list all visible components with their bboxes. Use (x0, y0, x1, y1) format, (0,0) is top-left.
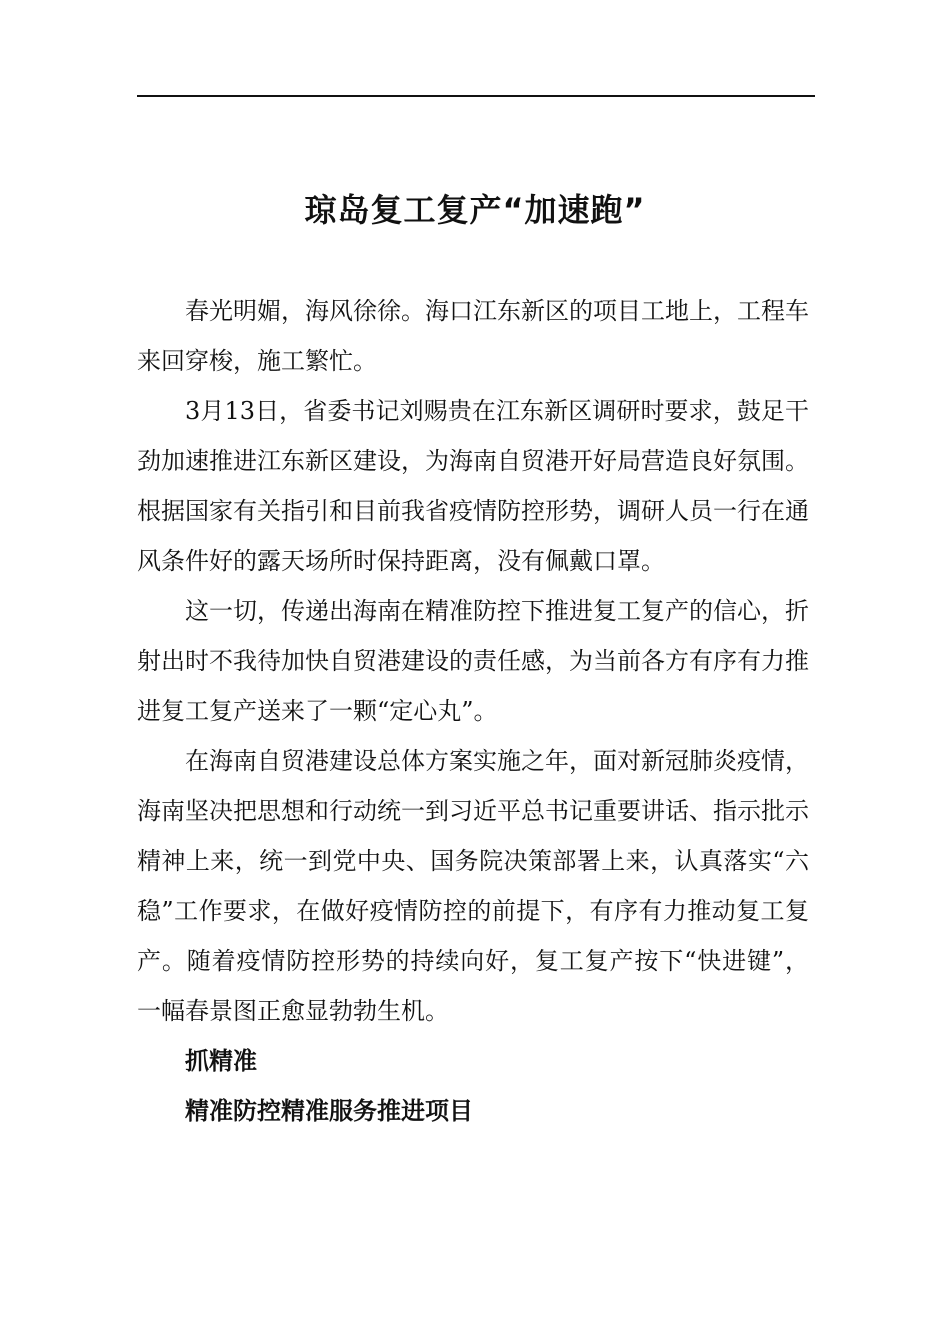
paragraph: 这一切，传递出海南在精准防控下推进复工复产的信心，折射出时不我待加快自贸港建设的责任感，为当前各方有序有力推进复工复产送来了一颗“定心丸”。 (137, 597, 809, 725)
paragraph: 在海南自贸港建设总体方案实施之年，面对新冠肺炎疫情，海南坚决把思想和行动统一到习近平总书记重要讲话、指示批示精神上来，统一到党中央、国务院决策部署上来，认真落实“六稳”工作要求，在做好疫情防控的前提下，有序有力推动复工复产。随着疫情防控形势的持续向好，复工复产按下“快进键”，一幅春景图正愈显勃勃生机。 (137, 747, 809, 1025)
header-rule (137, 95, 815, 97)
section-heading: 抓精准 (185, 1047, 257, 1075)
sub-heading: 精准防控精准服务推进项目 (185, 1097, 473, 1125)
article-body (137, 286, 809, 1136)
paragraph: 春光明媚，海风徐徐。海口江东新区的项目工地上，工程车来回穿梭，施工繁忙。 (137, 297, 809, 375)
paragraph: 3月13日，省委书记刘赐贵在江东新区调研时要求，鼓足干劲加速推进江东新区建设，为海南自贸港开好局营造良好氛围。根据国家有关指引和目前我省疫情防控形势，调研人员一行在通风条件好的露天场所时保持距离，没有佩戴口罩。 (137, 397, 809, 575)
page-title: 琼岛复工复产“加速跑” (304, 191, 646, 229)
